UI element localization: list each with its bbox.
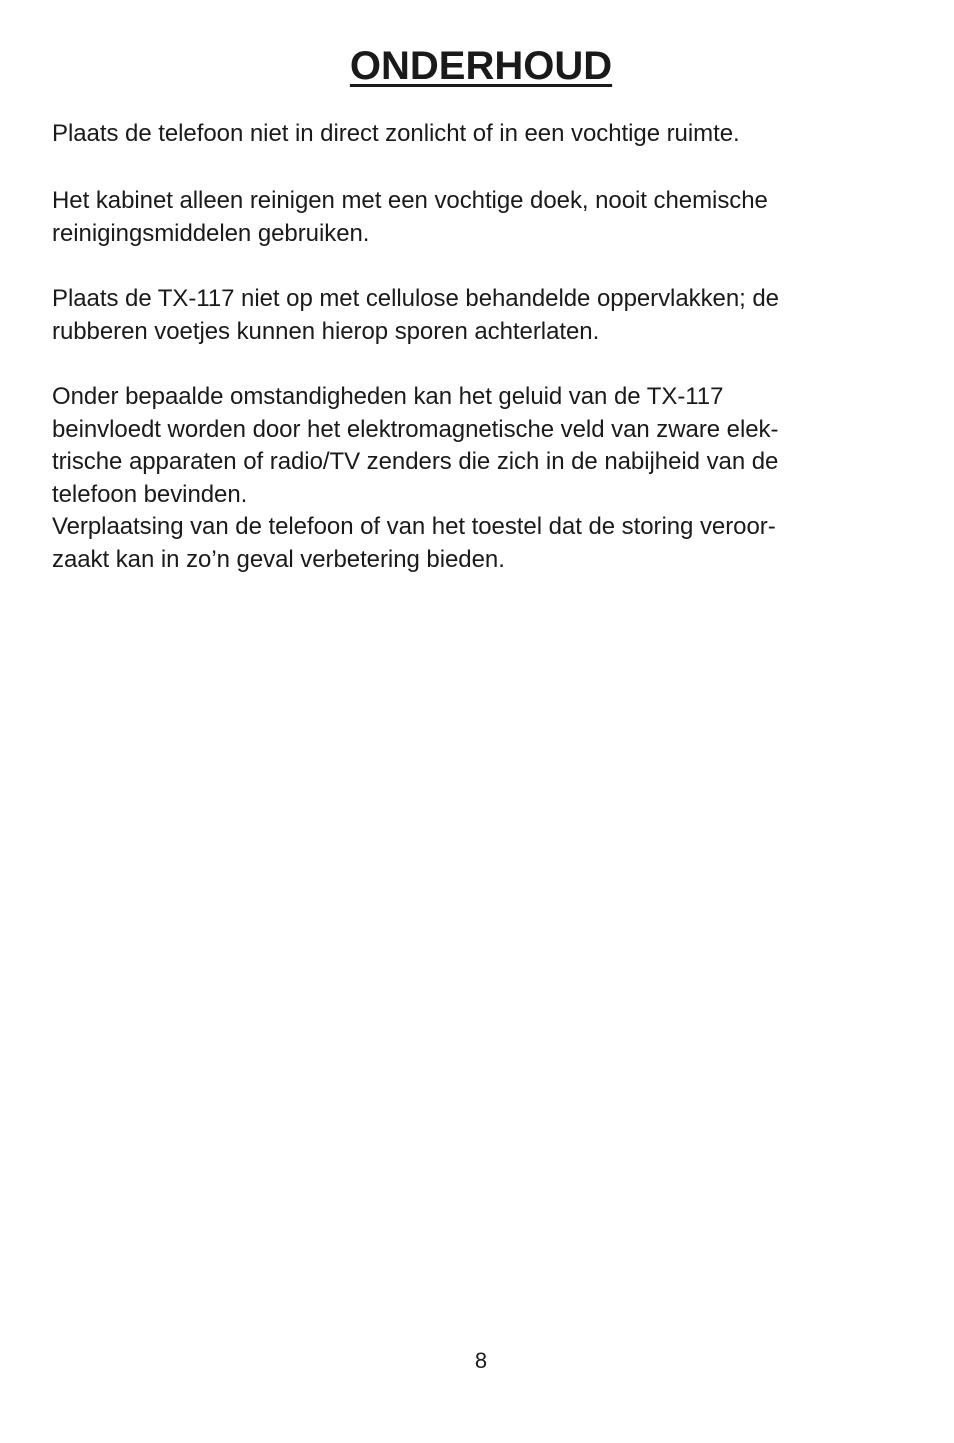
text-line: trische apparaten of radio/TV zenders die zich in de nabijheid van de	[52, 448, 779, 475]
paragraph-cleaning	[52, 185, 912, 250]
text-line: telefoon bevinden.	[52, 480, 248, 508]
text-line: beinvloedt worden door het elektromagnetische veld van zware elek-	[52, 415, 779, 443]
paragraph-sunlight	[52, 118, 912, 151]
text-line: Plaats de TX-117 niet op met cellulose behandelde oppervlakken; de	[52, 285, 779, 312]
paragraph-relocation	[52, 511, 912, 576]
text-line: zaakt kan in zo’n geval verbetering bieden.	[52, 545, 505, 573]
text-line: Het kabinet alleen reinigen met een vochtige doek, nooit chemische	[52, 187, 768, 214]
text-line: reinigingsmiddelen gebruiken.	[52, 219, 370, 247]
paragraph-surfaces	[52, 283, 912, 348]
page-number: 8	[474, 1348, 488, 1373]
text-line: Verplaatsing van de telefoon of van het toestel dat de storing veroor-	[52, 513, 776, 540]
text-line: Plaats de telefoon niet in direct zonlicht of in een vochtige ruimte.	[52, 120, 740, 147]
text-line: Onder bepaalde omstandigheden kan het geluid van de TX-117	[52, 383, 724, 410]
page-title: ONDERHOUD	[349, 44, 613, 88]
text-line: rubberen voetjes kunnen hierop sporen achterlaten.	[52, 317, 600, 345]
paragraph-interference	[52, 381, 912, 511]
